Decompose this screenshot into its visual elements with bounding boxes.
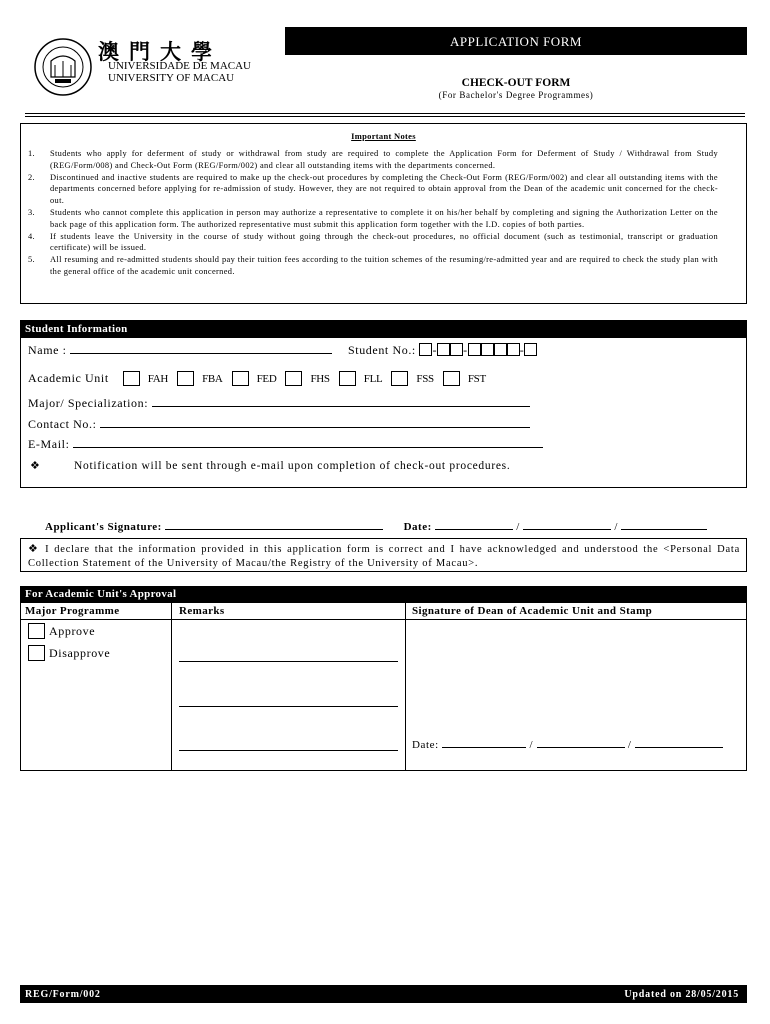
date-label: Date: — [403, 521, 432, 533]
col-remarks: Remarks — [179, 605, 225, 617]
university-chinese-name: 澳門大學 — [98, 40, 222, 64]
student-info-heading: Student Information — [20, 320, 747, 338]
applicant-signature-label: Applicant's Signature: — [45, 521, 162, 533]
university-english-name: UNIVERSITY OF MACAU — [108, 72, 235, 84]
student-no-row: Student No.: - - - — [348, 343, 537, 358]
student-no-box[interactable] — [481, 343, 494, 356]
note-item: 1. Students who apply for deferment of study or withdrawal from study are required to complete the Application Form for Deferment of Study / Withdrawal from Study (REG/Form/008) and Check-Out Form (REG/Form/002) and clear all outstanding items with the departments concerned. — [28, 149, 718, 170]
updated-date: Updated on 28/05/2015 — [624, 989, 739, 1000]
applicant-signature-row: Applicant's Signature: Date: / / — [45, 520, 707, 533]
disapprove-label: Disapprove — [49, 645, 111, 660]
contact-label: Contact No.: — [28, 417, 97, 431]
diamond-bullet-icon: ❖ — [28, 542, 41, 555]
dean-date-year-field[interactable] — [635, 738, 723, 748]
column-divider — [171, 603, 172, 771]
student-no-box[interactable] — [419, 343, 432, 356]
major-field[interactable] — [152, 397, 530, 407]
date-month-field[interactable] — [523, 520, 611, 530]
student-no-box[interactable] — [524, 343, 537, 356]
student-no-box[interactable] — [450, 343, 463, 356]
academic-unit-row — [28, 371, 495, 386]
note-item: 4. If students leave the University in the course of study without going through the check-out procedures, no official document (such as testimonial, transcript or graduation certificate) will be issued. — [28, 231, 718, 253]
name-label: Name : — [28, 343, 67, 357]
checkbox[interactable] — [285, 371, 302, 386]
form-title-bar: APPLICATION FORM — [285, 27, 747, 55]
header-divider — [25, 116, 745, 117]
major-label: Major/ Specialization: — [28, 396, 149, 410]
remarks-line[interactable] — [179, 750, 398, 751]
email-note-row — [30, 459, 510, 472]
contact-row — [28, 417, 530, 432]
notes-title: Important Notes — [351, 131, 416, 141]
form-subtitle: (For Bachelor's Degree Programmes) — [438, 90, 594, 100]
date-day-field[interactable] — [435, 520, 513, 530]
header-divider — [25, 113, 745, 114]
checkbox[interactable] — [391, 371, 408, 386]
faculty-option-fss[interactable]: FSS — [391, 371, 433, 386]
checkbox[interactable] — [123, 371, 140, 386]
email-note: Notification will be sent through e-mail upon completion of check-out procedures. — [74, 459, 511, 472]
footer-bar — [20, 985, 747, 1003]
date-year-field[interactable] — [621, 520, 707, 530]
academic-unit-label: Academic Unit — [28, 371, 109, 385]
note-item: 5. All resuming and re-admitted students should pay their tuition fees according to the tuition schemes of the resuming/re-admitted year and are required to check the study plan with the general office of the academic unit concerned. — [28, 255, 718, 276]
student-no-box[interactable] — [507, 343, 520, 356]
university-seal-icon — [33, 37, 93, 97]
checkbox[interactable] — [177, 371, 194, 386]
student-no-label: Student No.: — [348, 343, 416, 357]
declaration-row — [28, 542, 740, 571]
checkbox[interactable] — [339, 371, 356, 386]
dean-date-label: Date: — [412, 739, 439, 751]
approve-checkbox[interactable] — [28, 623, 45, 639]
dean-date-day-field[interactable] — [442, 738, 526, 748]
dean-date-month-field[interactable] — [537, 738, 625, 748]
name-row — [28, 343, 332, 358]
approve-label: Approve — [49, 623, 96, 638]
approval-heading: For Academic Unit's Approval — [20, 586, 747, 603]
faculty-option-fed[interactable]: FED — [232, 371, 277, 386]
dean-date-row: Date: / / — [412, 738, 723, 751]
checkbox[interactable] — [443, 371, 460, 386]
checkbox[interactable] — [232, 371, 249, 386]
faculty-option-fah[interactable]: FAH — [123, 371, 168, 386]
disapprove-option[interactable] — [28, 645, 110, 661]
column-divider — [405, 603, 406, 771]
major-row — [28, 396, 530, 411]
diamond-bullet-icon: ❖ — [30, 459, 41, 472]
contact-field[interactable] — [100, 418, 530, 428]
form-name: CHECK-OUT FORM — [461, 77, 571, 89]
email-field[interactable] — [73, 438, 543, 448]
faculty-option-fhs[interactable]: FHS — [285, 371, 329, 386]
email-row — [28, 437, 543, 452]
declaration-text: I declare that the information provided in this application form is correct and I have acknowledged and understood the <Personal Data Collection Statement of the University of Macau/the Registry of the University of Macau>. — [28, 544, 740, 569]
faculty-option-fba[interactable]: FBA — [177, 371, 223, 386]
student-no-box[interactable] — [468, 343, 481, 356]
approve-option[interactable] — [28, 623, 95, 639]
remarks-line[interactable] — [179, 661, 398, 662]
faculty-option-fst[interactable]: FST — [443, 371, 486, 386]
university-portuguese-name: UNIVERSIDADE DE MACAU — [108, 60, 251, 72]
name-field[interactable] — [70, 344, 332, 354]
faculty-option-fll[interactable]: FLL — [339, 371, 383, 386]
col-major-programme: Major Programme — [25, 605, 120, 617]
disapprove-checkbox[interactable] — [28, 645, 45, 661]
note-item: 3. Students who cannot complete this application in person may authorize a representative to complete it on his/her behalf by completing and signing the Authorization Letter on the back page of this application form. The authorized representative must submit this application form together with the I.D. copies of both parties. — [28, 207, 718, 229]
notes-list — [28, 148, 718, 278]
col-signature: Signature of Dean of Academic Unit and Stamp — [412, 605, 653, 617]
email-label: E-Mail: — [28, 437, 70, 451]
student-no-box[interactable] — [437, 343, 450, 356]
table-header-divider — [20, 619, 747, 620]
note-item: 2. Discontinued and inactive students are required to make up the check-out procedures by completing the Check-Out Form (REG/Form/002) and clear all outstanding items with the departments concerned before applying for re-admission of study. However, they are not required to obtain approval from the Dean of the academic unit concerned for the check-out. — [28, 172, 718, 206]
applicant-signature-field[interactable] — [165, 520, 383, 530]
student-no-box[interactable] — [494, 343, 507, 356]
form-code: REG/Form/002 — [25, 989, 101, 1000]
remarks-line[interactable] — [179, 706, 398, 707]
